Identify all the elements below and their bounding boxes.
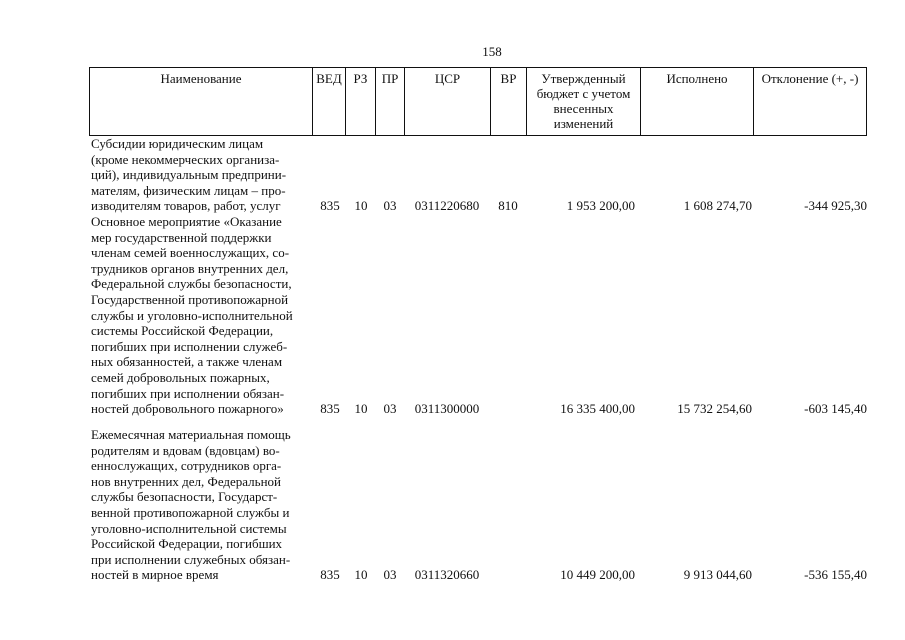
row-name: Основное мероприятие «Оказание мер государственной поддержки членам семей военнослужащих, со- трудников органов внутренних дел, Федеральной службы безопасности, Государственной противопожарной службы и уголовно-исполнительной системы Российской Федерации, погибших при исполнении служеб- ных обязанностей, а также членам семей добровольных пожарных, погибших при исполнении обязан- ностей добровольного пожарного» [91,214,293,417]
row-vr: 810 [498,198,518,214]
column-header-ved: ВЕД [313,68,346,136]
row-rz: 10 [354,567,368,583]
row-rz: 10 [354,401,368,417]
row-executed: 9 913 044,60 [683,567,752,583]
row-budget: 10 449 200,00 [560,567,635,583]
row-rz: 10 [354,198,368,214]
row-executed: 15 732 254,60 [677,401,752,417]
row-pr: 03 [383,198,397,214]
row-ved: 835 [320,567,340,583]
column-header-name: Наименование [90,68,313,136]
row-executed: 1 608 274,70 [683,198,752,214]
column-header-csr: ЦСР [405,68,491,136]
row-deviation: -603 145,40 [804,401,867,417]
column-header-budget: Утвержденный бюджет с учетом внесенных изменений [527,68,641,136]
row-name: Субсидии юридическим лицам (кроме некоммерческих организа- ций), индивидуальным предприни- мателям, физическим лицам – про- изводителям товаров, работ, услуг [91,136,287,214]
column-header-rz: РЗ [346,68,376,136]
row-budget: 16 335 400,00 [560,401,635,417]
table-row [89,136,879,214]
column-header-executed: Исполнено [641,68,754,136]
row-csr: 0311220680 [414,198,480,214]
row-name: Ежемесячная материальная помощь родителям и вдовам (вдовцам) во- еннослужащих, сотрудников орга- нов внутренних дел, Федеральной службы безопасности, Государст- венной противопожарной службы и уголовно-исполнительной системы Российской Федерации, погибших при исполнении служебных обязан- ностей в мирное время [91,427,291,583]
row-pr: 03 [383,567,397,583]
row-csr: 0311300000 [414,401,480,417]
row-budget: 1 953 200,00 [566,198,635,214]
column-header-deviation: Отклонение (+, -) [754,68,867,136]
column-header-pr: ПР [376,68,405,136]
page-number: 158 [482,44,502,59]
row-ved: 835 [320,401,340,417]
table-row [89,214,879,417]
column-header-vr: ВР [491,68,527,136]
row-pr: 03 [383,401,397,417]
table-row [89,427,879,583]
row-deviation: -344 925,30 [804,198,867,214]
row-deviation: -536 155,40 [804,567,867,583]
row-ved: 835 [320,198,340,214]
table-header [89,67,867,136]
row-csr: 0311320660 [414,567,480,583]
